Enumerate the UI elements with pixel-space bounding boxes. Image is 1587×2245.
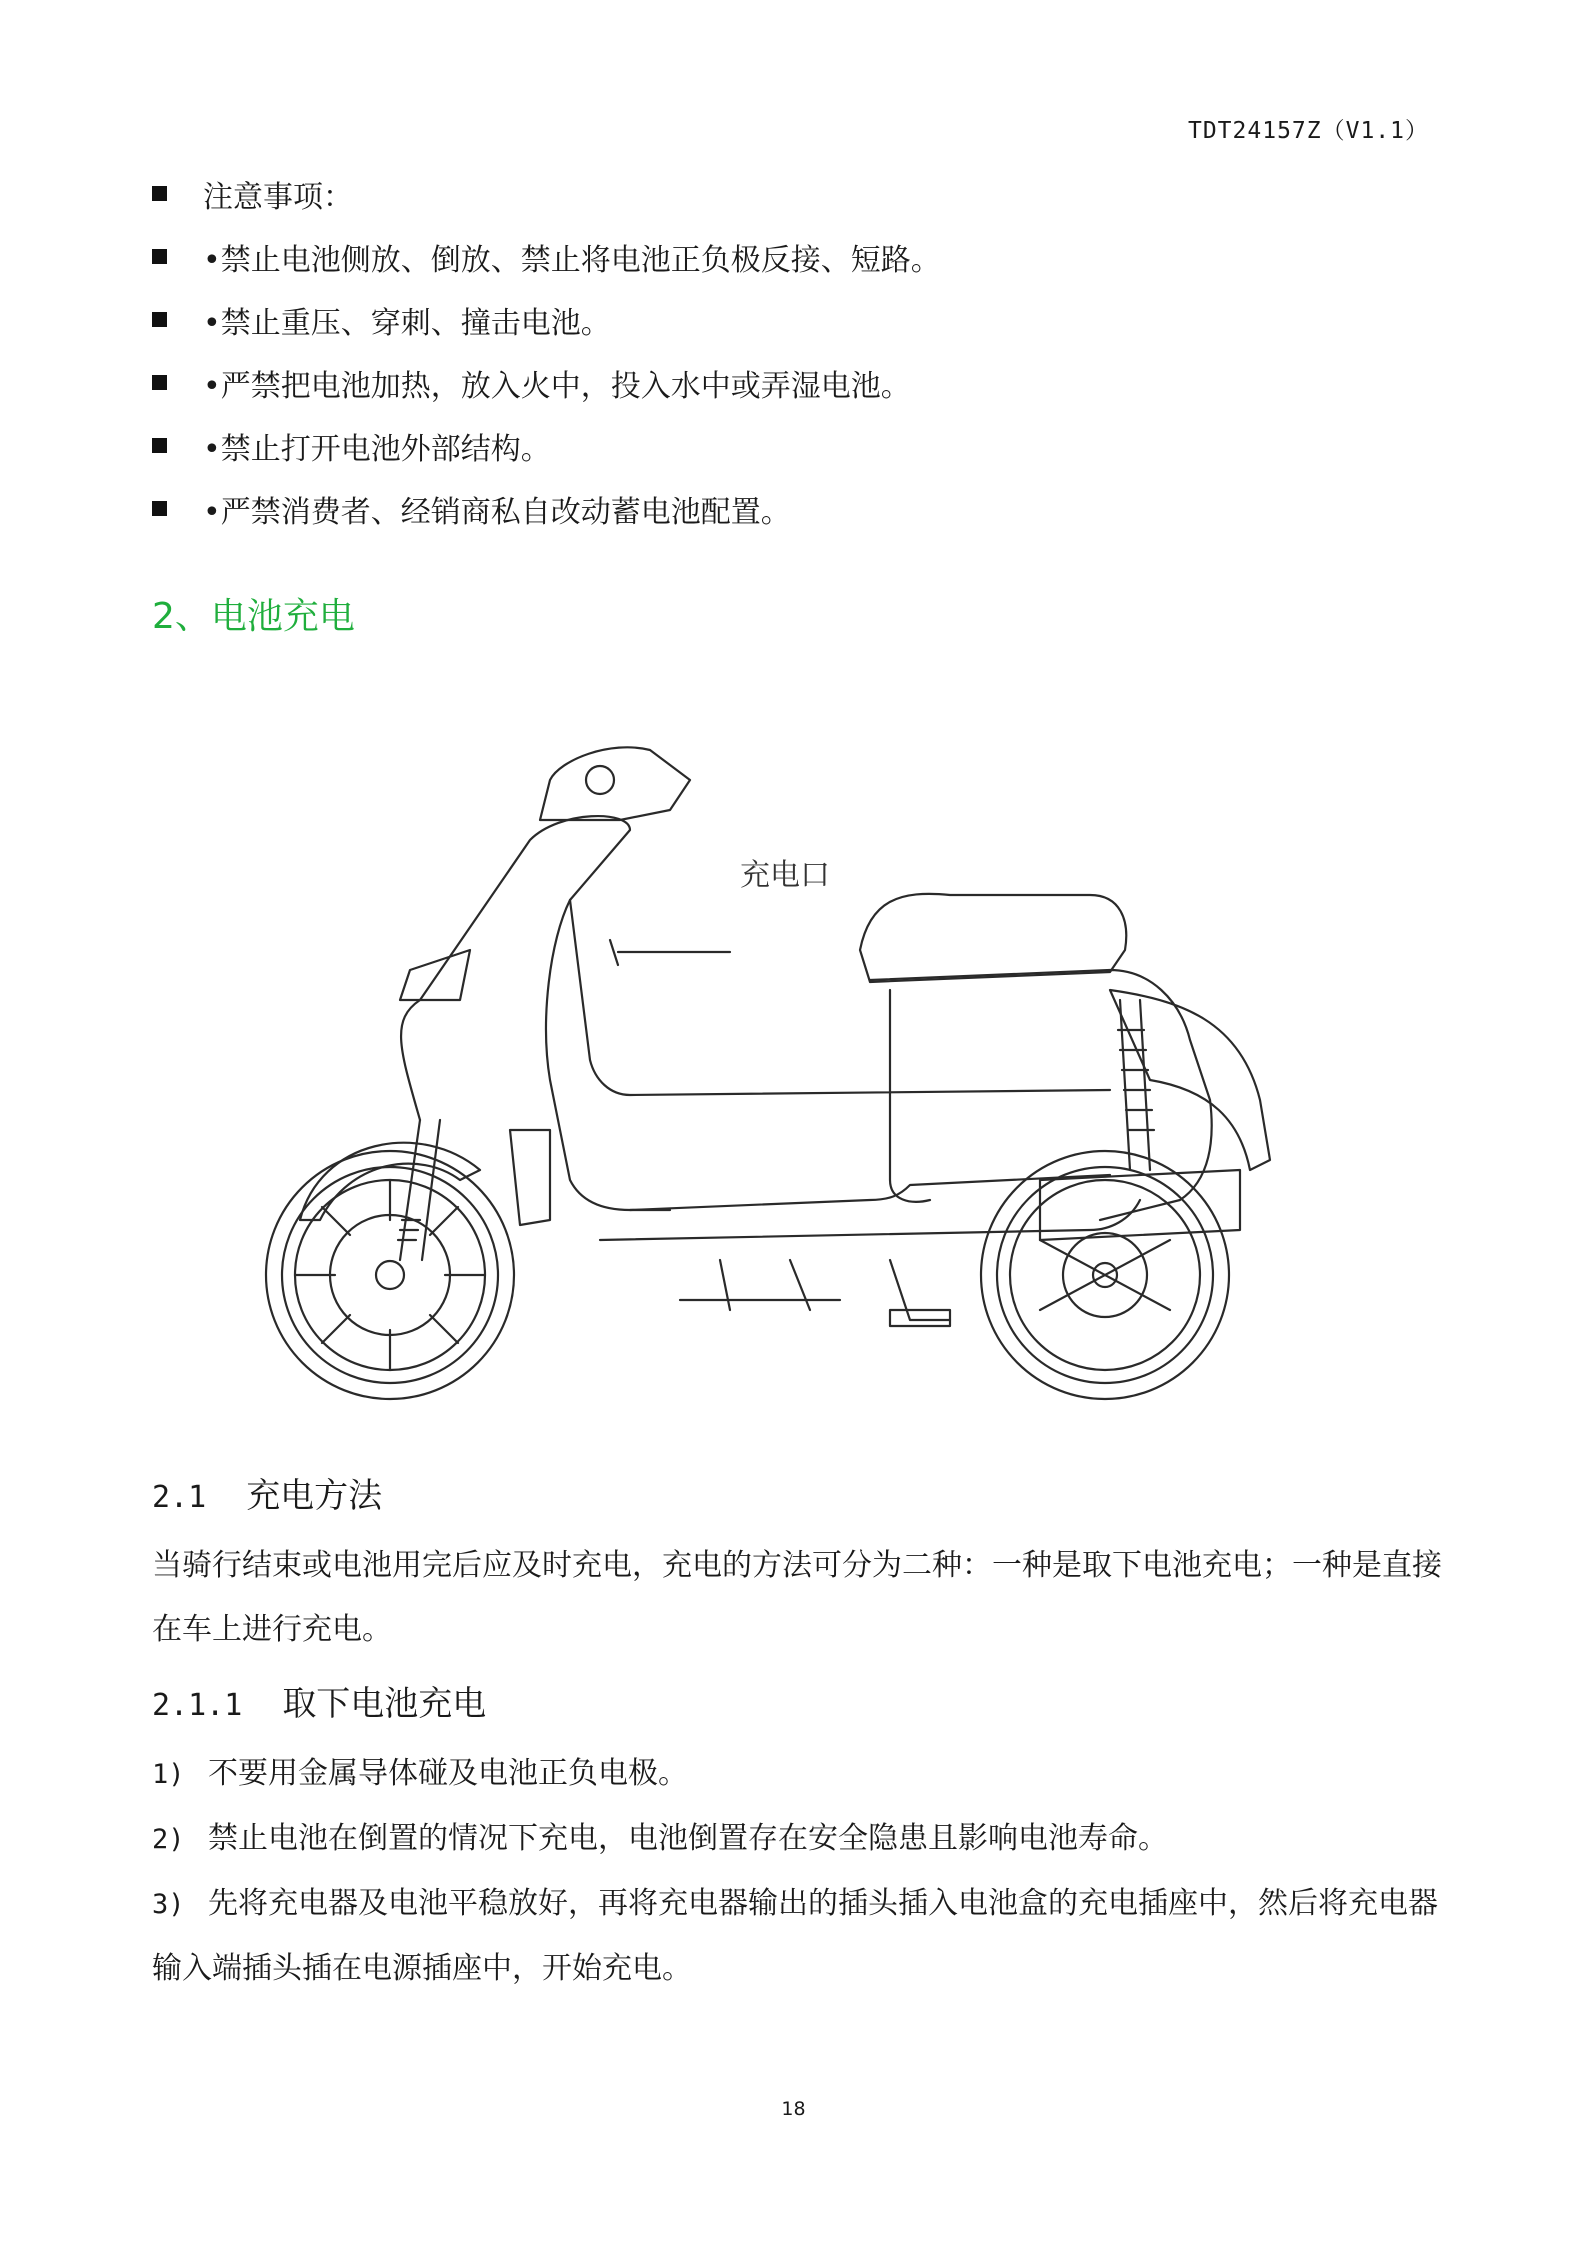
- rear-wheel: [981, 1151, 1229, 1399]
- bullet-square-icon: [152, 312, 167, 327]
- list-item: [152, 414, 1452, 477]
- rear-mudguard: [1110, 990, 1270, 1170]
- step-text: 禁止电池在倒置的情况下充电，电池倒置存在安全隐患且影响电池寿命。: [208, 1821, 1168, 1856]
- bullet-square-icon: [152, 186, 167, 201]
- bullet-square-icon: [152, 375, 167, 390]
- note-text: •严禁把电池加热，放入火中，投入水中或弄湿电池。: [203, 368, 911, 404]
- bullet-square-icon: [152, 249, 167, 264]
- list-item: [152, 288, 1452, 351]
- document-code: TDT24157Z（V1.1）: [1187, 118, 1429, 144]
- section-number: 2.1: [152, 1480, 207, 1515]
- step-text: 不要用金属导体碰及电池正负电极。: [208, 1756, 688, 1791]
- bullet-square-icon: [152, 501, 167, 516]
- charging-port-label: 充电口: [740, 858, 830, 893]
- note-text: •禁止重压、穿刺、撞击电池。: [203, 305, 611, 341]
- section-title: 充电方法: [246, 1476, 383, 1516]
- list-item: [152, 1872, 1442, 2001]
- center-stand-foot: [890, 1310, 950, 1326]
- step-text: 先将充电器及电池平稳放好，再将充电器输出的插头插入电池盒的充电插座中，然后将充电器输入端插头插在电源插座中，开始充电。: [152, 1886, 1438, 1986]
- section-number: 2.1.1: [152, 1688, 243, 1723]
- section-title: 取下电池充电: [282, 1684, 487, 1724]
- section-heading-battery-charging: 2、电池充电: [152, 596, 355, 637]
- step-number: 2): [152, 1824, 185, 1855]
- note-text: •严禁消费者、经销商私自改动蓄电池配置。: [203, 494, 791, 530]
- step-list: [152, 1742, 1442, 2001]
- charging-method-paragraph: 当骑行结束或电池用完后应及时充电，充电的方法可分为二种：一种是取下电池充电；一种是直接在车上进行充电。: [152, 1548, 1442, 1647]
- scooter-illustration: [250, 700, 1350, 1420]
- note-text: 注意事项：: [203, 179, 353, 215]
- mirror-mount-icon: [586, 766, 614, 794]
- charging-port-marker: [610, 940, 730, 965]
- seat: [860, 894, 1126, 982]
- fork-shock: [398, 1220, 420, 1240]
- list-item: [152, 1742, 1442, 1807]
- front-panel: [401, 816, 670, 1210]
- handlebar-assembly: [540, 747, 690, 820]
- list-item: [152, 351, 1452, 414]
- section-heading-2-1-1: [152, 1676, 486, 1725]
- battery-box: [510, 1130, 550, 1225]
- step-number: 1): [152, 1759, 185, 1790]
- list-item: [152, 477, 1452, 540]
- headlight: [400, 950, 470, 1000]
- list-item: [152, 162, 1452, 225]
- section-heading-2-1: [152, 1468, 382, 1517]
- notes-list: [152, 162, 1452, 540]
- page-number: 18: [781, 2098, 806, 2120]
- leg-shield: [570, 900, 1110, 1095]
- step-number: 3): [152, 1889, 185, 1920]
- bullet-square-icon: [152, 438, 167, 453]
- note-text: •禁止打开电池外部结构。: [203, 431, 551, 467]
- rear-shock: [1118, 1000, 1154, 1170]
- floorboard: [600, 1175, 1140, 1240]
- list-item: [152, 225, 1452, 288]
- list-item: [152, 1807, 1442, 1872]
- note-text: •禁止电池侧放、倒放、禁止将电池正负极反接、短路。: [203, 242, 941, 278]
- front-wheel: [266, 1151, 514, 1399]
